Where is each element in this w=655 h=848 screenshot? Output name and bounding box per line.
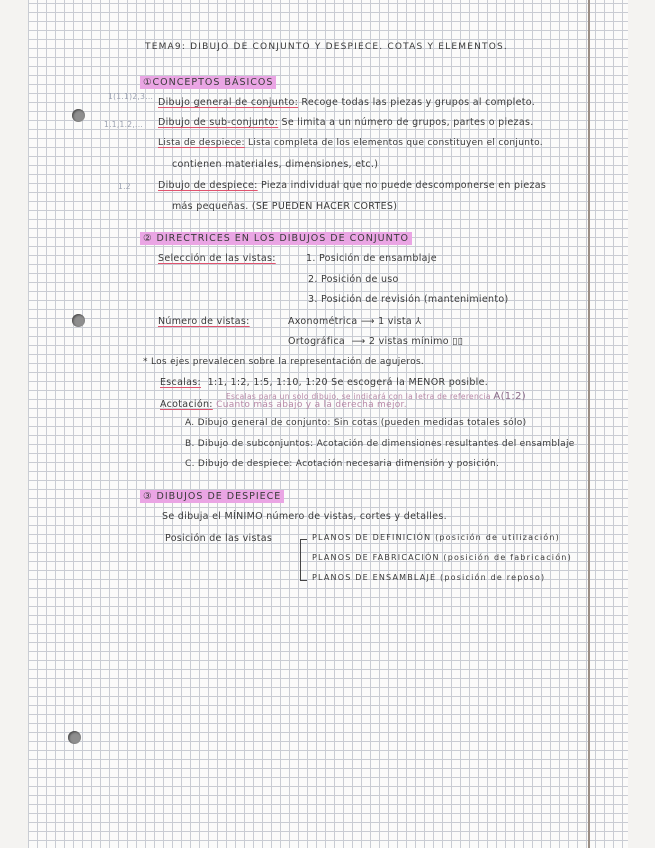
margin-note: 1.2	[118, 182, 131, 191]
concept-line: Dibujo de despiece: Pieza individual que no puede descomponerse en piezas	[158, 180, 547, 191]
selection-item: 3. Posición de revisión (mantenimiento)	[308, 294, 509, 305]
margin-note: 1.1,1.2,...	[104, 120, 144, 129]
margin-note: 1(1.1)2,3...	[108, 92, 154, 101]
scales-line: Escalas: 1:1, 1:2, 1:5, 1:10, 1:20 Se escogerá la MENOR posible.	[160, 377, 489, 388]
section-1-header: ①CONCEPTOS BÁSICOS	[140, 77, 276, 88]
axonometric-symbol-icon: ⅄	[415, 316, 422, 327]
dimensioning-line: Acotación: Cuanto más abajo y a la derecha mejor.	[160, 399, 407, 410]
dimensioning-item: B. Dibujo de subconjuntos: Acotación de dimensiones resultantes del ensamblaje	[185, 439, 575, 449]
selection-item: 1. Posición de ensamblaje	[306, 253, 437, 264]
plan-item: PLANOS DE ENSAMBLAJE (posición de reposo)	[312, 573, 546, 582]
concept-line-cont: más pequeñas. (SE PUEDEN HACER CORTES)	[172, 201, 398, 212]
bracket	[300, 539, 307, 581]
selection-item: 2. Posición de uso	[308, 274, 399, 285]
scales-note: Escalas para un solo dibujo, se indicará con la letra de referencia A(1:2)	[226, 391, 526, 402]
views-line: Axonométrica ⟶ 1 vista ⅄	[288, 316, 422, 327]
position-label: Posición de las vistas	[165, 533, 273, 544]
page-title: TEMA9: DIBUJO DE CONJUNTO Y DESPIECE. COTAS Y ELEMENTOS.	[145, 42, 508, 52]
paper-edge	[588, 0, 590, 848]
punch-hole	[68, 731, 81, 744]
selection-term: Selección de las vistas:	[158, 253, 276, 264]
exploded-line: Se dibuja el MÍNIMO número de vistas, cortes y detalles.	[162, 511, 447, 522]
views-term: Número de vistas:	[158, 316, 250, 327]
orthographic-symbol-icon: ▯▯	[452, 336, 464, 347]
concept-line: Dibujo general de conjunto: Recoge todas las piezas y grupos al completo.	[158, 97, 536, 108]
dimensioning-item: A. Dibujo general de conjunto: Sin cotas (pueden medidas totales sólo)	[185, 418, 527, 428]
punch-hole	[72, 314, 85, 327]
punch-hole	[72, 109, 85, 122]
concept-line-cont: contienen materiales, dimensiones, etc.)	[172, 159, 379, 170]
concept-line: Lista de despiece: Lista completa de los elementos que constituyen el conjunto.	[158, 138, 543, 148]
dimensioning-item: C. Dibujo de despiece: Acotación necesaria dimensión y posición.	[185, 459, 500, 469]
section-3-header: ③ DIBUJOS DE DESPIECE	[140, 491, 284, 502]
concept-line: Dibujo de sub-conjunto: Se limita a un número de grupos, partes o piezas.	[158, 117, 534, 128]
star-note: * Los ejes prevalecen sobre la representación de agujeros.	[143, 357, 425, 367]
plan-item: PLANOS DE DEFINICIÓN (posición de utilización)	[312, 533, 560, 542]
plan-item: PLANOS DE FABRICACIÓN (posición de fabricación)	[312, 553, 572, 562]
section-2-header: ② DIRECTRICES EN LOS DIBUJOS DE CONJUNTO	[140, 233, 412, 244]
views-line: Ortográfica ⟶ 2 vistas mínimo ▯▯	[288, 336, 464, 347]
